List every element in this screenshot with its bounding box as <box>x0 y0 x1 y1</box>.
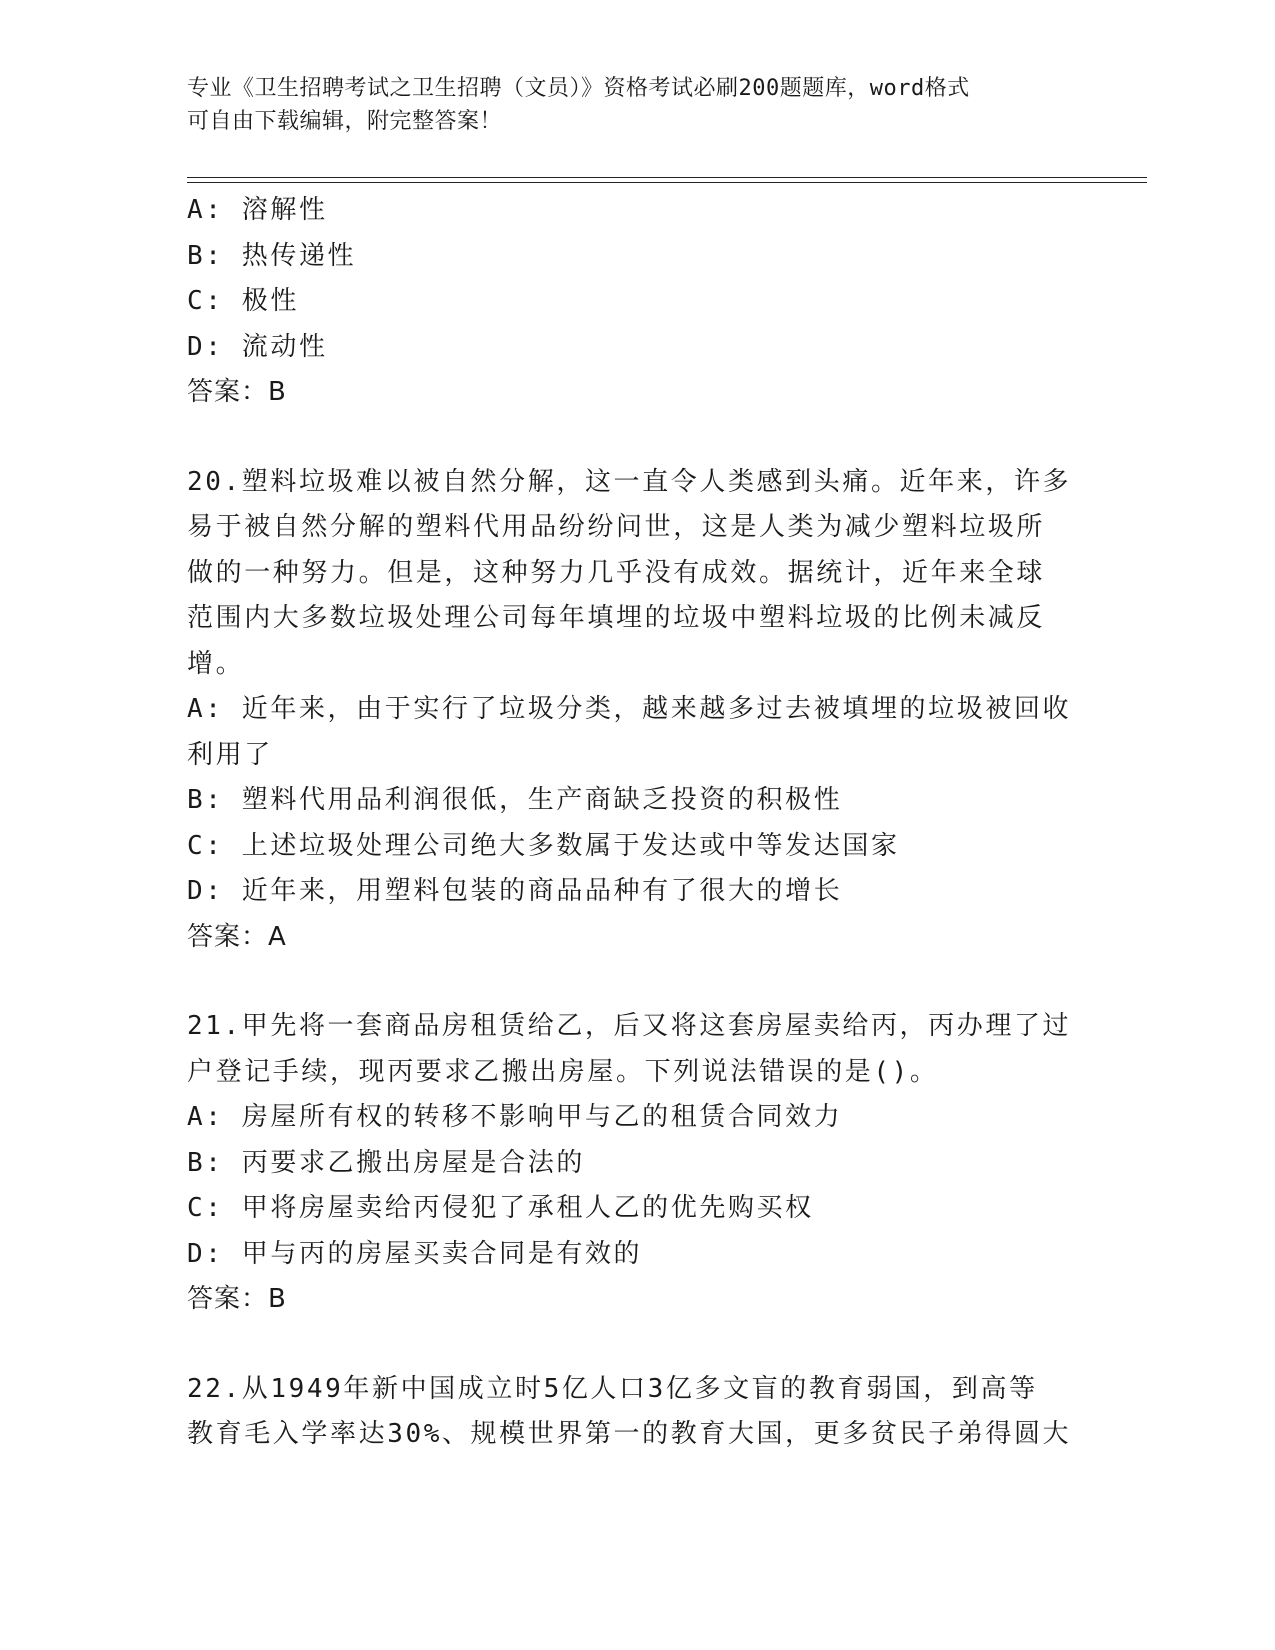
header-line-2: 可自由下载编辑，附完整答案！ <box>187 109 503 134</box>
q19-option-d: D: 流动性 <box>187 331 328 362</box>
q21-stem-line: 21.甲先将一套商品房租赁给乙，后又将这套房屋卖给丙，丙办理了过 <box>187 1011 1072 1041</box>
q21-stem-line: 户登记手续，现丙要求乙搬出房屋。下列说法错误的是()。 <box>187 1056 939 1087</box>
q19-option-c: C: 极性 <box>187 286 299 316</box>
header-line-1: 专业《卫生招聘考试之卫生招聘（文员）》资格考试必刷200题题库，word格式 <box>187 76 970 101</box>
header-divider-top <box>187 177 1147 178</box>
question-22 <box>187 1367 1077 1458</box>
spacer <box>187 1323 1077 1367</box>
spacer <box>187 416 1077 460</box>
question-20 <box>187 460 1077 961</box>
q21-option-b: B: 丙要求乙搬出房屋是合法的 <box>187 1147 585 1178</box>
q21-option-a: A: 房屋所有权的转移不影响甲与乙的租赁合同效力 <box>187 1102 843 1132</box>
document-body <box>187 188 1077 1458</box>
q22-stem-line: 22.从1949年新中国成立时5亿人口3亿多文盲的教育弱国，到高等 <box>187 1373 1038 1404</box>
q22-stem-line: 教育毛入学率达30%、规模世界第一的教育大国，更多贫民子弟得圆大 <box>187 1419 1072 1449</box>
q20-answer: 答案：A <box>187 921 287 952</box>
q19-answer: 答案：B <box>187 377 287 407</box>
q21-option-c: C: 甲将房屋卖给丙侵犯了承租人乙的优先购买权 <box>187 1193 814 1223</box>
q20-option-c: C: 上述垃圾处理公司绝大多数属于发达或中等发达国家 <box>187 830 900 861</box>
q20-stem-line: 增。 <box>187 648 245 679</box>
question-19-options <box>187 188 1077 416</box>
spacer <box>187 960 1077 1004</box>
document-header <box>187 72 1067 138</box>
q19-option-b: B: 热传递性 <box>187 240 357 271</box>
q20-stem-line: 范围内大多数垃圾处理公司每年填埋的垃圾中塑料垃圾的比例未减反 <box>187 603 1046 633</box>
q20-option-d: D: 近年来，用塑料包装的商品品种有了很大的增长 <box>187 876 843 906</box>
q20-stem-line: 做的一种努力。但是，这种努力几乎没有成效。据统计，近年来全球 <box>187 557 1046 588</box>
q20-stem-line: 易于被自然分解的塑料代用品纷纷问世，这是人类为减少塑料垃圾所 <box>187 512 1046 542</box>
q19-option-a: A: 溶解性 <box>187 195 328 225</box>
question-21 <box>187 1004 1077 1323</box>
q21-option-d: D: 甲与丙的房屋买卖合同是有效的 <box>187 1238 643 1269</box>
header-divider-bottom <box>187 182 1147 183</box>
q21-answer: 答案：B <box>187 1284 287 1314</box>
q20-stem-line: 20.塑料垃圾难以被自然分解，这一直令人类感到头痛。近年来，许多 <box>187 466 1072 497</box>
q20-option-b: B: 塑料代用品利润很低，生产商缺乏投资的积极性 <box>187 785 843 815</box>
q20-option-a: A: 近年来，由于实行了垃圾分类，越来越多过去被填埋的垃圾被回收 <box>187 694 1072 724</box>
q20-option-a-cont: 利用了 <box>187 739 273 770</box>
